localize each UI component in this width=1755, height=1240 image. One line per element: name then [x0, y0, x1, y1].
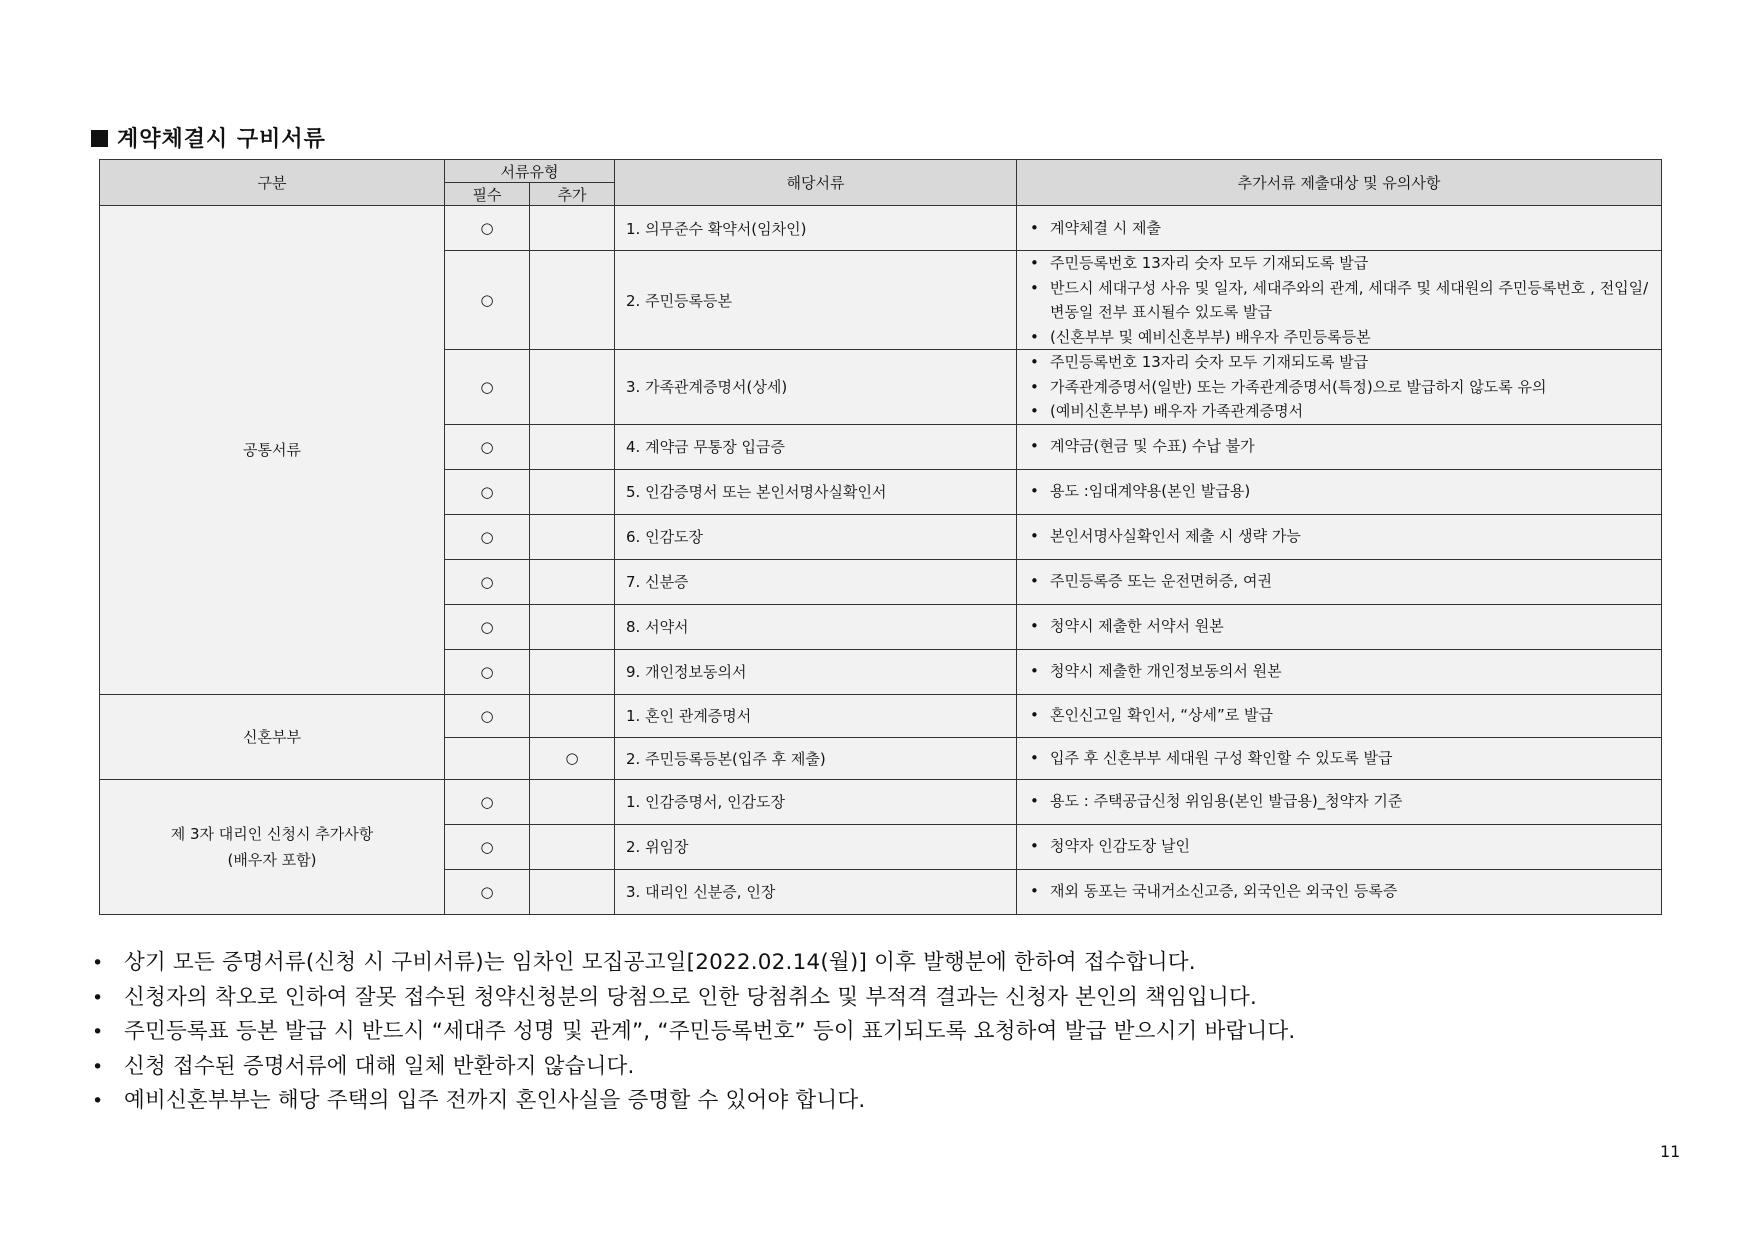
note-item: • 혼인신고일 확인서, “상세”로 발급 — [1030, 703, 1653, 728]
category-cell — [100, 206, 445, 695]
additional-mark — [530, 559, 615, 604]
document-cell: 2. 주민등록등본(입주 후 제출) — [615, 737, 1017, 779]
notes-cell — [1017, 559, 1662, 604]
required-mark: ○ — [445, 649, 530, 694]
notes-list — [1030, 216, 1653, 241]
required-mark — [445, 737, 530, 779]
note-item: • 용도 :임대계약용(본인 발급용) — [1030, 479, 1653, 504]
notes-list — [1030, 569, 1653, 594]
note-item: • 계약금(현금 및 수표) 수납 불가 — [1030, 434, 1653, 459]
header-category: 구분 — [100, 160, 445, 206]
notes-list — [1030, 479, 1653, 504]
note-item: • (예비신혼부부) 배우자 가족관계증명서 — [1030, 399, 1653, 424]
notes-list — [1030, 834, 1653, 859]
category-label: 공통서류 — [243, 440, 301, 459]
required-mark: ○ — [445, 779, 530, 824]
notes-cell — [1017, 350, 1662, 425]
required-mark: ○ — [445, 251, 530, 350]
header-additional: 추가 — [530, 183, 615, 206]
document-cell: 1. 의무준수 확약서(임차인) — [615, 206, 1017, 251]
section-title-text: 계약체결시 구비서류 — [117, 127, 326, 152]
document-cell: 2. 위임장 — [615, 824, 1017, 869]
notes-cell — [1017, 737, 1662, 779]
additional-mark — [530, 251, 615, 350]
footer-note: • 신청 접수된 증명서류에 대해 일체 반환하지 않습니다. — [92, 1050, 1652, 1085]
header-doc-type: 서류유형 — [445, 160, 615, 183]
additional-mark — [530, 206, 615, 251]
additional-mark — [530, 869, 615, 914]
notes-list — [1030, 614, 1653, 639]
required-mark: ○ — [445, 824, 530, 869]
table-row — [100, 694, 1662, 737]
note-item: • 계약체결 시 제출 — [1030, 216, 1653, 241]
required-mark: ○ — [445, 514, 530, 559]
note-item: • 청약시 제출한 서약서 원본 — [1030, 614, 1653, 639]
note-item: • 용도 : 주택공급신청 위임용(본인 발급용)_청약자 기준 — [1030, 789, 1653, 814]
additional-mark — [530, 604, 615, 649]
additional-mark — [530, 424, 615, 469]
document-cell: 2. 주민등록등본 — [615, 251, 1017, 350]
notes-cell — [1017, 251, 1662, 350]
footer-note: • 주민등록표 등본 발급 시 반드시 “세대주 성명 및 관계”, “주민등록번호” 등이 표기되도록 요청하여 발급 받으시기 바랍니다. — [92, 1015, 1652, 1050]
document-cell: 1. 인감증명서, 인감도장 — [615, 779, 1017, 824]
notes-cell — [1017, 206, 1662, 251]
required-mark: ○ — [445, 694, 530, 737]
document-cell: 7. 신분증 — [615, 559, 1017, 604]
required-mark: ○ — [445, 869, 530, 914]
section-title — [91, 122, 326, 153]
document-cell: 3. 대리인 신분증, 인장 — [615, 869, 1017, 914]
square-bullet-icon — [91, 130, 108, 147]
document-cell: 8. 서약서 — [615, 604, 1017, 649]
additional-mark — [530, 779, 615, 824]
note-item: • 본인서명사실확인서 제출 시 생략 가능 — [1030, 524, 1653, 549]
required-mark: ○ — [445, 469, 530, 514]
notes-list — [1030, 746, 1653, 771]
additional-mark — [530, 649, 615, 694]
notes-cell — [1017, 514, 1662, 559]
footer-note: • 예비신혼부부는 해당 주택의 입주 전까지 혼인사실을 증명할 수 있어야 합니다. — [92, 1084, 1652, 1119]
note-item: • 주민등록번호 13자리 숫자 모두 기재되도록 발급 — [1030, 350, 1653, 375]
required-mark: ○ — [445, 350, 530, 425]
header-document: 해당서류 — [615, 160, 1017, 206]
required-documents-table — [99, 159, 1662, 915]
required-mark: ○ — [445, 604, 530, 649]
table-row — [100, 779, 1662, 824]
note-item: • 청약시 제출한 개인정보동의서 원본 — [1030, 659, 1653, 684]
notes-list — [1030, 524, 1653, 549]
footer-note: • 신청자의 착오로 인하여 잘못 접수된 청약신청분의 당첨으로 인한 당첨취소 및 부적격 결과는 신청자 본인의 책임입니다. — [92, 981, 1652, 1016]
category-label: 신혼부부 — [243, 727, 301, 746]
document-cell: 1. 혼인 관계증명서 — [615, 694, 1017, 737]
footer-notes — [92, 946, 1652, 1119]
notes-list — [1030, 789, 1653, 814]
category-cell — [100, 694, 445, 779]
document-cell: 3. 가족관계증명서(상세) — [615, 350, 1017, 425]
notes-list — [1030, 703, 1653, 728]
note-item: • 주민등록번호 13자리 숫자 모두 기재되도록 발급 — [1030, 251, 1653, 276]
notes-list — [1030, 434, 1653, 459]
notes-cell — [1017, 649, 1662, 694]
notes-list — [1030, 350, 1653, 424]
note-item: • 가족관계증명서(일반) 또는 가족관계증명서(특정)으로 발급하지 않도록 유의 — [1030, 375, 1653, 400]
document-cell: 5. 인감증명서 또는 본인서명사실확인서 — [615, 469, 1017, 514]
category-label: 제 3자 대리인 신청시 추가사항 — [170, 824, 374, 843]
header-notes: 추가서류 제출대상 및 유의사항 — [1017, 160, 1662, 206]
header-required: 필수 — [445, 183, 530, 206]
additional-mark — [530, 469, 615, 514]
notes-list — [1030, 251, 1653, 349]
additional-mark: ○ — [530, 737, 615, 779]
table-row — [100, 206, 1662, 251]
additional-mark — [530, 514, 615, 559]
notes-list — [1030, 659, 1653, 684]
notes-cell — [1017, 824, 1662, 869]
note-item: • 반드시 세대구성 사유 및 일자, 세대주와의 관계, 세대주 및 세대원의 주민등록번호 , 전입일/변동일 전부 표시될수 있도록 발급 — [1030, 276, 1653, 325]
required-mark: ○ — [445, 206, 530, 251]
additional-mark — [530, 350, 615, 425]
notes-cell — [1017, 469, 1662, 514]
note-item: • 재외 동포는 국내거소신고증, 외국인은 외국인 등록증 — [1030, 879, 1653, 904]
note-item: • 주민등록증 또는 운전면허증, 여권 — [1030, 569, 1653, 594]
document-cell: 6. 인감도장 — [615, 514, 1017, 559]
footer-note: • 상기 모든 증명서류(신청 시 구비서류)는 임차인 모집공고일[2022.02.14(월)] 이후 발행분에 한하여 접수합니다. — [92, 946, 1652, 981]
notes-cell — [1017, 869, 1662, 914]
notes-cell — [1017, 424, 1662, 469]
notes-cell — [1017, 694, 1662, 737]
page-number: 11 — [1660, 1142, 1681, 1161]
document-cell: 4. 계약금 무통장 입금증 — [615, 424, 1017, 469]
additional-mark — [530, 824, 615, 869]
notes-cell — [1017, 604, 1662, 649]
notes-cell — [1017, 779, 1662, 824]
required-mark: ○ — [445, 424, 530, 469]
category-cell — [100, 779, 445, 914]
notes-list — [1030, 879, 1653, 904]
additional-mark — [530, 694, 615, 737]
category-sublabel: (배우자 포함) — [227, 850, 317, 869]
document-cell: 9. 개인정보동의서 — [615, 649, 1017, 694]
note-item: • 입주 후 신혼부부 세대원 구성 확인할 수 있도록 발급 — [1030, 746, 1653, 771]
note-item: • (신혼부부 및 예비신혼부부) 배우자 주민등록등본 — [1030, 325, 1653, 350]
required-mark: ○ — [445, 559, 530, 604]
note-item: • 청약자 인감도장 날인 — [1030, 834, 1653, 859]
